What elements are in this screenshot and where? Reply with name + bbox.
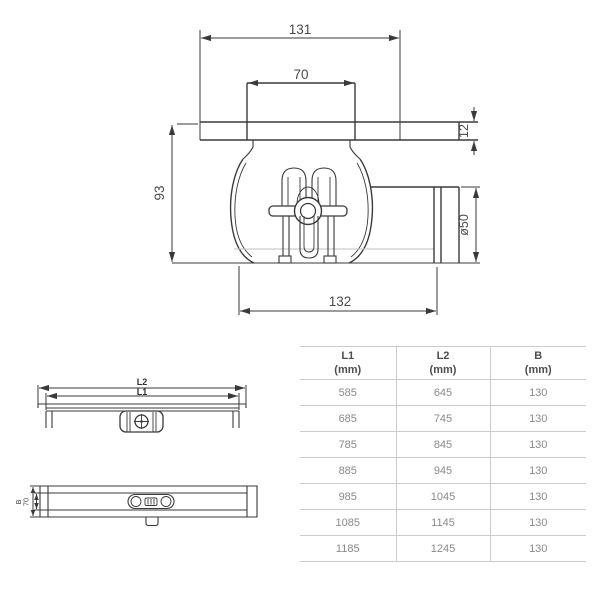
size-table — [300, 346, 586, 562]
siphon-box — [120, 411, 163, 432]
header-label: L2 — [436, 349, 450, 362]
dim-label-b: B — [14, 499, 23, 505]
table-cell: 130 — [490, 406, 586, 432]
channel-side-view — [10, 368, 270, 448]
dim-label-l2: L2 — [136, 377, 148, 387]
table-cell: 645 — [396, 380, 490, 406]
table-cell: 130 — [490, 536, 586, 562]
channel-body — [40, 486, 257, 517]
header-unit: (mm) — [524, 364, 552, 376]
dim-label-d50: ø50 — [457, 214, 471, 236]
table-row — [300, 432, 586, 458]
table-cell: 1045 — [396, 484, 490, 510]
channel-top-view — [10, 478, 270, 534]
header-unit: (mm) — [429, 364, 457, 376]
dim-label-131: 131 — [288, 22, 312, 37]
table-cell: 845 — [396, 432, 490, 458]
table-cell: 785 — [300, 432, 396, 458]
header-label: B — [534, 349, 543, 362]
dim-label-93: 93 — [152, 185, 167, 201]
table-cell: 130 — [490, 510, 586, 536]
neck-collar — [243, 83, 360, 159]
table-cell: 130 — [490, 380, 586, 406]
dim-label-12: 12 — [457, 124, 471, 138]
size-table-header — [300, 347, 586, 380]
dim-label-132: 132 — [328, 294, 352, 309]
table-cell: 1085 — [300, 510, 396, 536]
table-cell: 1145 — [396, 510, 490, 536]
flange-plate — [200, 122, 478, 140]
outlet-pipe — [370, 187, 459, 263]
outlet-tab — [146, 517, 158, 526]
dim-label-70-top: 70 — [21, 497, 31, 507]
dim-body-height — [152, 124, 198, 262]
table-cell: 945 — [396, 458, 490, 484]
dim-outlet-diameter — [457, 187, 480, 263]
cleanout-cover — [128, 495, 174, 509]
table-header-b — [490, 347, 586, 380]
table-header-l1 — [300, 347, 396, 380]
dim-neck-width — [248, 67, 354, 83]
table-cell: 1245 — [396, 536, 490, 562]
dim-label-70: 70 — [293, 67, 309, 82]
table-header-l2 — [396, 347, 490, 380]
table-cell: 130 — [490, 484, 586, 510]
dim-l1 — [46, 387, 239, 410]
table-cell: 130 — [490, 432, 586, 458]
table-row — [300, 510, 586, 536]
dim-label-l1: L1 — [136, 387, 148, 397]
table-cell: 885 — [300, 458, 396, 484]
table-row — [300, 458, 586, 484]
valve-wingnut — [269, 198, 347, 225]
table-cell: 685 — [300, 406, 396, 432]
table-row — [300, 406, 586, 432]
table-row — [300, 536, 586, 562]
table-cell: 585 — [300, 380, 396, 406]
table-cell: 130 — [490, 458, 586, 484]
dim-width-70 — [22, 493, 49, 510]
table-header-row — [300, 347, 586, 380]
table-cell: 745 — [396, 406, 490, 432]
header-label: L1 — [341, 349, 355, 362]
table-row — [300, 380, 586, 406]
table-cell: 985 — [300, 484, 396, 510]
dim-flange-thickness — [457, 107, 474, 155]
dim-base-length — [239, 266, 437, 315]
table-row — [300, 484, 586, 510]
table-cell: 1185 — [300, 536, 396, 562]
size-table-body — [300, 380, 586, 562]
header-unit: (mm) — [334, 364, 362, 376]
